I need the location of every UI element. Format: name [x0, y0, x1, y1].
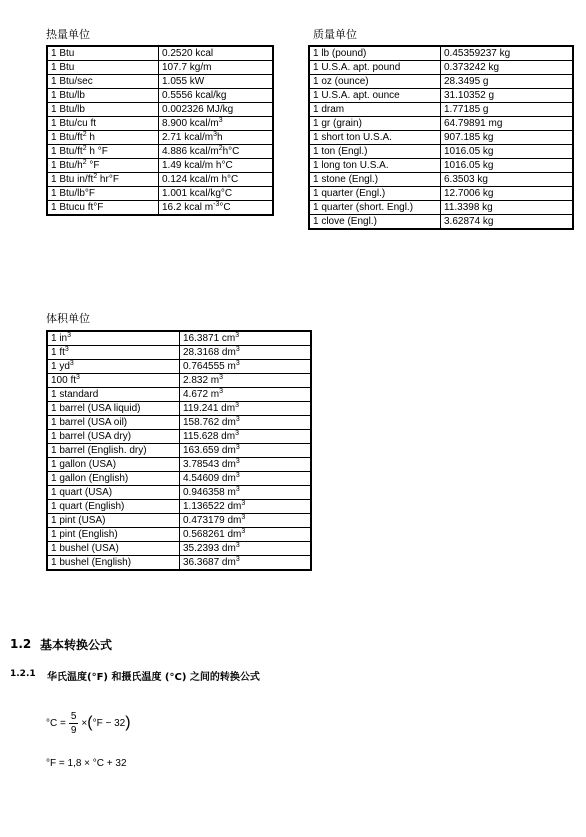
unit-to-cell: 0.124 kcal/m h°C [159, 173, 274, 187]
unit-from-cell: 1 Btu [47, 46, 159, 61]
table-row [47, 388, 311, 402]
unit-to-cell: 64.79891 mg [441, 117, 574, 131]
unit-to-cell: 1.136522 $dm^3$ [180, 500, 312, 514]
unit-from-cell: 1 Btu/$h^2$ °F [47, 159, 159, 173]
subsection-title: 华氏温度(°F) 和摄氏温度 (°C) 之间的转换公式 [47, 672, 260, 683]
formula-times: × [81, 717, 88, 729]
table-row [309, 103, 573, 117]
subsection-number: 1.2.1 [10, 669, 36, 679]
fraction-numerator: 5 [70, 710, 77, 722]
unit-to-cell: 28.3168 $dm^3$ [180, 346, 312, 360]
unit-to-cell: 1.055 kW [159, 75, 274, 89]
table-row [47, 472, 311, 486]
section-number: 1.2 [10, 637, 32, 651]
table-row [47, 331, 311, 346]
unit-to-cell: 0.373242 kg [441, 61, 574, 75]
table-row [47, 46, 273, 61]
unit-from-cell: 1 pint (USA) [47, 514, 180, 528]
paren-close: ) [125, 714, 131, 731]
unit-to-cell: 1016.05 kg [441, 145, 574, 159]
unit-to-cell: 0.5556 kcal/kg [159, 89, 274, 103]
table-row [47, 103, 273, 117]
mass-units-title: 质量单位 [313, 28, 357, 41]
table-row [47, 444, 311, 458]
table-row [309, 159, 573, 173]
table-row [47, 346, 311, 360]
table-row [309, 173, 573, 187]
unit-from-cell: 1 quart (USA) [47, 486, 180, 500]
heat-units-table [46, 45, 274, 216]
unit-from-cell: 1 barrel (English. dry) [47, 444, 180, 458]
unit-to-cell: 2.832 $m^3$ [180, 374, 312, 388]
table-row [47, 201, 273, 216]
table-row [309, 46, 573, 61]
unit-from-cell: 1 $yd^3$ [47, 360, 180, 374]
unit-to-cell: 907.185 kg [441, 131, 574, 145]
unit-from-cell: 1 quart (English) [47, 500, 180, 514]
table-row [47, 374, 311, 388]
celsius-formula [46, 706, 131, 740]
table-row [309, 75, 573, 89]
unit-to-cell: 0.946358 $m^3$ [180, 486, 312, 500]
unit-from-cell: 1 oz (ounce) [309, 75, 441, 89]
unit-to-cell: 0.45359237 kg [441, 46, 574, 61]
unit-from-cell: 1 bushel (USA) [47, 542, 180, 556]
unit-to-cell: 1.001 kcal/kg°C [159, 187, 274, 201]
unit-to-cell: 1016.05 kg [441, 159, 574, 173]
unit-from-cell: 1 Btu/cu ft [47, 117, 159, 131]
table-row [47, 402, 311, 416]
unit-from-cell: 1 $in^3$ [47, 331, 180, 346]
unit-to-cell: 3.62874 kg [441, 215, 574, 230]
unit-to-cell: 163.659 $dm^3$ [180, 444, 312, 458]
table-row [47, 145, 273, 159]
unit-to-cell: 0.764555 $m^3$ [180, 360, 312, 374]
unit-from-cell: 1 quarter (short. Engl.) [309, 201, 441, 215]
fahrenheit-formula: °F = 1,8 × °C + 32 [46, 758, 127, 769]
unit-from-cell: 1 standard [47, 388, 180, 402]
unit-from-cell: 1 dram [309, 103, 441, 117]
unit-to-cell: 0.473179 $dm^3$ [180, 514, 312, 528]
unit-from-cell: 1 U.S.A. apt. pound [309, 61, 441, 75]
table-row [47, 486, 311, 500]
unit-to-cell: 0.002326 MJ/kg [159, 103, 274, 117]
table-row [309, 131, 573, 145]
unit-from-cell: 1 gallon (English) [47, 472, 180, 486]
fraction-denominator: 9 [70, 724, 77, 736]
unit-to-cell: 3.78543 $dm^3$ [180, 458, 312, 472]
unit-to-cell: 8.900 kcal/$m^3$ [159, 117, 274, 131]
unit-from-cell: 1 stone (Engl.) [309, 173, 441, 187]
unit-from-cell: 1 barrel (USA liquid) [47, 402, 180, 416]
paren-open: ( [87, 714, 93, 731]
unit-from-cell: 1 Btu/sec [47, 75, 159, 89]
section-title: 基本转换公式 [40, 638, 113, 652]
unit-to-cell: 2.71 kcal/$m^3h$ [159, 131, 274, 145]
unit-to-cell: 107.7 kg/m [159, 61, 274, 75]
unit-from-cell: 1 bushel (English) [47, 556, 180, 571]
unit-from-cell: 1 Btu/lb°F [47, 187, 159, 201]
unit-from-cell: 1 barrel (USA oil) [47, 416, 180, 430]
unit-from-cell: 1 U.S.A. apt. ounce [309, 89, 441, 103]
unit-to-cell: 36.3687 $dm^3$ [180, 556, 312, 571]
mass-units-table [308, 45, 574, 230]
table-row [47, 416, 311, 430]
unit-to-cell: 16.2 kcal $m^{-3}^\circ C$ [159, 201, 274, 216]
table-row [309, 117, 573, 131]
unit-to-cell: 158.762 $dm^3$ [180, 416, 312, 430]
unit-to-cell: 28.3495 g [441, 75, 574, 89]
table-row [47, 430, 311, 444]
unit-from-cell: 1 $ft^3$ [47, 346, 180, 360]
unit-from-cell: 1 long ton U.S.A. [309, 159, 441, 173]
formula-inner: °F − 32 [92, 717, 126, 729]
table-row [47, 159, 273, 173]
unit-to-cell: 115.628 $dm^3$ [180, 430, 312, 444]
unit-to-cell: 35.2393 $dm^3$ [180, 542, 312, 556]
unit-from-cell: 1 gallon (USA) [47, 458, 180, 472]
unit-from-cell: 1 Btucu ft°F [47, 201, 159, 216]
unit-to-cell: 4.672 $m^3$ [180, 388, 312, 402]
volume-units-table [46, 330, 312, 571]
formula-lhs: °C = [46, 717, 66, 729]
table-row [47, 173, 273, 187]
heat-units-title: 热量单位 [46, 28, 90, 41]
table-row [47, 500, 311, 514]
table-row [47, 458, 311, 472]
unit-to-cell: 4.54609 $dm^3$ [180, 472, 312, 486]
unit-from-cell: 1 Btu/lb [47, 89, 159, 103]
unit-from-cell: 1 Btu [47, 61, 159, 75]
unit-from-cell: 100 $ft^3$ [47, 374, 180, 388]
unit-to-cell: 4.886 kcal/$m^2h^\circ C$ [159, 145, 274, 159]
volume-units-title: 体积单位 [46, 312, 90, 325]
table-row [47, 542, 311, 556]
unit-from-cell: 1 Btu/lb [47, 103, 159, 117]
unit-from-cell: 1 Btu $in/ft^2$ hr°F [47, 173, 159, 187]
table-row [309, 145, 573, 159]
unit-to-cell: 31.10352 g [441, 89, 574, 103]
unit-to-cell: 16.3871 $cm^3$ [180, 331, 312, 346]
table-row [47, 528, 311, 542]
table-row [309, 201, 573, 215]
unit-from-cell: 1 ton (Engl.) [309, 145, 441, 159]
unit-from-cell: 1 gr (grain) [309, 117, 441, 131]
unit-to-cell: 11.3398 kg [441, 201, 574, 215]
unit-from-cell: 1 short ton U.S.A. [309, 131, 441, 145]
table-row [309, 61, 573, 75]
unit-from-cell: 1 clove (Engl.) [309, 215, 441, 230]
unit-from-cell: 1 lb (pound) [309, 46, 441, 61]
unit-from-cell: 1 Btu/$ft^2$ h °F [47, 145, 159, 159]
table-row [47, 61, 273, 75]
table-row [47, 556, 311, 571]
unit-from-cell: 1 pint (English) [47, 528, 180, 542]
table-row [309, 187, 573, 201]
unit-to-cell: 12.7006 kg [441, 187, 574, 201]
table-row [47, 75, 273, 89]
table-row [47, 187, 273, 201]
table-row [47, 117, 273, 131]
unit-to-cell: 0.568261 $dm^3$ [180, 528, 312, 542]
table-row [47, 131, 273, 145]
unit-to-cell: 0.2520 kcal [159, 46, 274, 61]
table-row [309, 89, 573, 103]
unit-to-cell: 119.241 $dm^3$ [180, 402, 312, 416]
table-row [47, 360, 311, 374]
unit-to-cell: 6.3503 kg [441, 173, 574, 187]
unit-from-cell: 1 quarter (Engl.) [309, 187, 441, 201]
unit-from-cell: 1 barrel (USA dry) [47, 430, 180, 444]
unit-to-cell: 1.77185 g [441, 103, 574, 117]
formula-fraction [69, 710, 79, 737]
unit-to-cell: 1.49 kcal/m h°C [159, 159, 274, 173]
unit-from-cell: 1 Btu/$ft^2$ h [47, 131, 159, 145]
table-row [309, 215, 573, 230]
table-row [47, 89, 273, 103]
table-row [47, 514, 311, 528]
